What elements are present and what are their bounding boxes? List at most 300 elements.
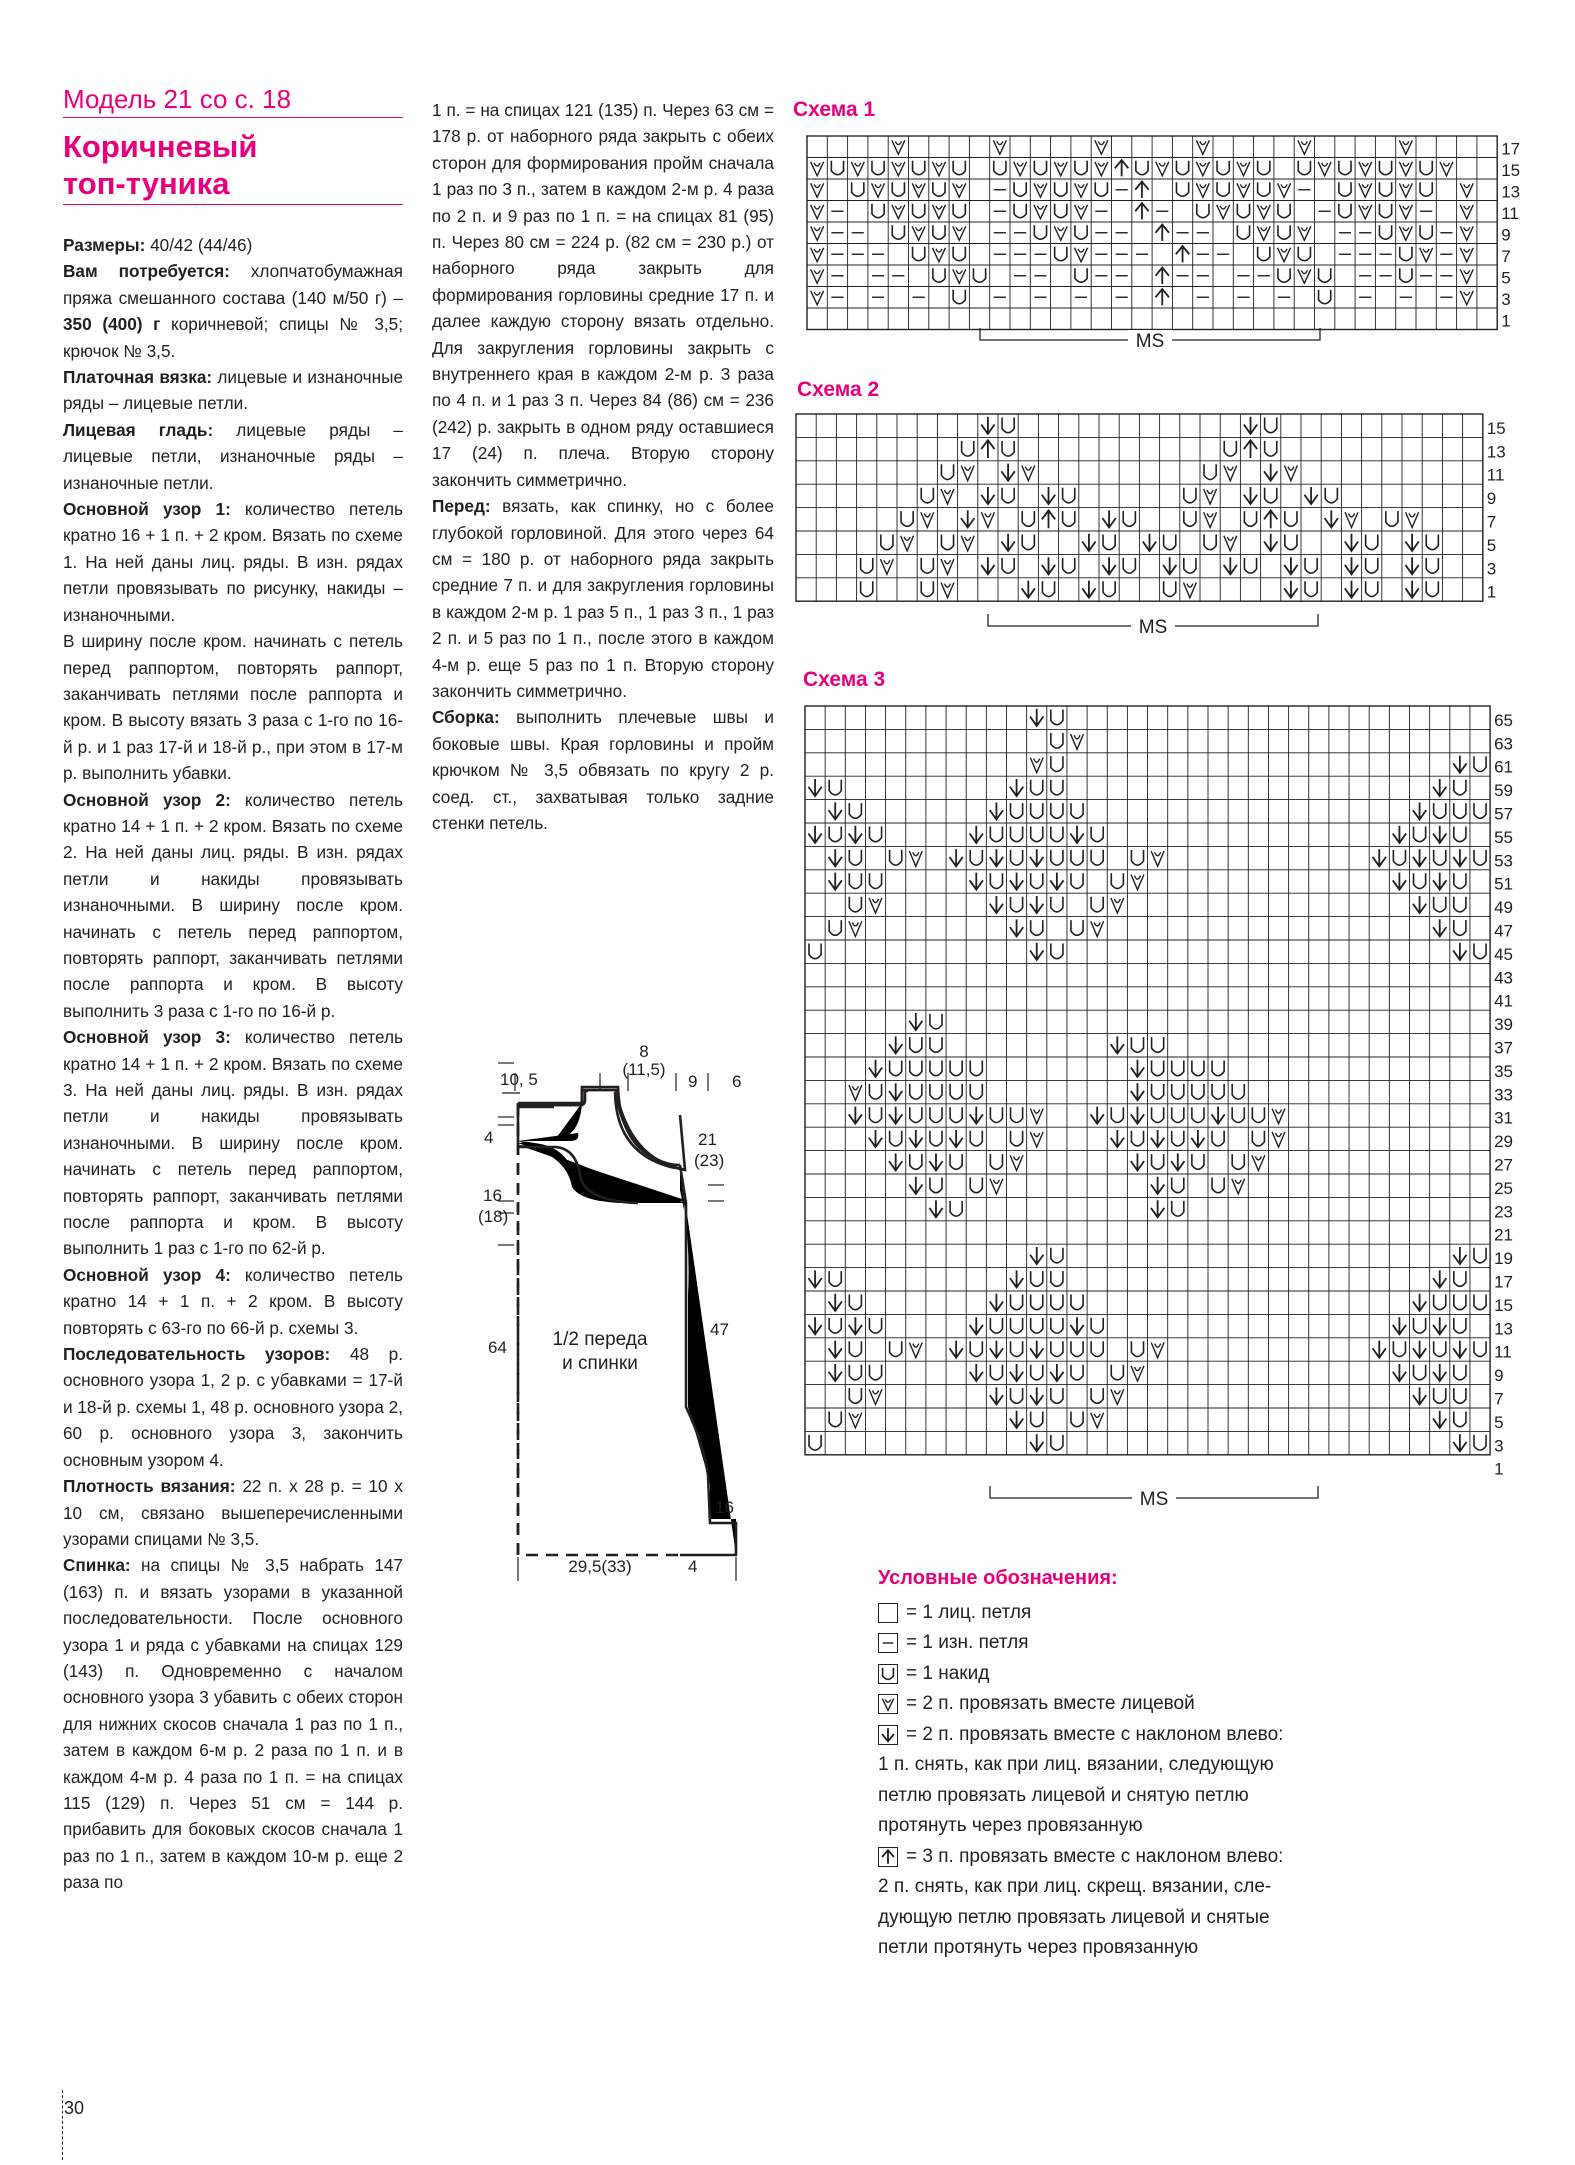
k2tog-left-symbol [1453,1434,1466,1451]
k2tog-left-symbol [929,1200,942,1217]
yarn-over-symbol [950,1107,962,1122]
yarn-over-symbol [910,1037,922,1052]
model-reference: Модель 21 со с. 18 [63,84,403,118]
yarn-over-symbol [1011,1341,1023,1356]
paragraph: Основной узор 1: количество петель кратно 16 + 1 п. + 2 кром. Вязать по схеме 1. На ней даны лиц. ряды. В изн. рядах петли провязывать по рисунку, накиды – изнаночными. [63,499,403,625]
yarn-over-symbol [1011,827,1023,842]
k2tog-left-symbol [808,826,821,843]
k2tog-left-symbol [990,849,1003,866]
scheme-1-chart [807,136,1497,350]
k2tog-left-symbol [1010,919,1023,936]
k2tog-symbol [1359,183,1372,197]
yarn-over-symbol [1051,1248,1063,1263]
k2tog-symbol [1278,248,1291,262]
k2tog-left-symbol [1405,557,1418,574]
legend-text: петлю провязать лицевой и снятую петлю [878,1784,1249,1806]
k2tog-left-symbol [1082,581,1095,598]
yarn-over-symbol [1252,1131,1264,1146]
yarn-over-symbol [921,488,933,503]
yarn-over-symbol [1055,182,1067,196]
yarn-over-symbol [1192,1154,1204,1169]
k2tog-symbol [1359,162,1372,176]
k3tog-left-symbol [1244,440,1257,458]
k2tog-symbol [909,851,922,866]
yarn-over-symbol [1298,161,1310,175]
k2tog-left-symbol [1325,510,1338,527]
yarn-over-symbol [1071,1365,1083,1380]
k2tog-symbol [811,226,824,240]
k2tog-symbol [993,140,1006,154]
dim-h-16: 16 [483,1186,502,1205]
yarn-over-symbol [849,803,861,818]
yarn-over-symbol [1031,1365,1043,1380]
row-label: 43 [1494,968,1514,988]
k3tog-left-symbol [1156,225,1169,241]
k2tog-left-symbol [1393,1317,1406,1334]
k2tog-symbol [961,465,974,480]
k2tog-symbol [953,269,966,283]
row-label: 15 [1494,1295,1514,1315]
k2tog-symbol [811,183,824,197]
yarn-over-symbol [990,873,1002,888]
k2tog-left-symbol [1050,1364,1063,1381]
k3tog-left-symbol [1135,203,1148,219]
k2tog-left-symbol [829,1341,842,1358]
yarn-over-symbol [1123,511,1135,526]
yarn-over-symbol [849,1341,861,1356]
legend-k2-icon [878,1694,898,1714]
k2tog-left-symbol [961,510,974,527]
yarn-over-symbol [1071,850,1083,865]
row-label: 11 [1486,465,1505,485]
k2tog-left-symbol [1030,709,1043,726]
yarn-over-symbol [829,827,841,842]
k2tog-symbol [872,183,885,197]
k2tog-symbol [1030,1108,1043,1123]
yarn-over-symbol [970,1178,982,1193]
dim-h-23: (23) [694,1151,725,1170]
k2tog-symbol [1399,183,1412,197]
yarn-over-symbol [1434,897,1446,912]
k2tog-symbol [1399,226,1412,240]
k2tog-symbol [1460,291,1473,305]
yarn-over-symbol [1474,1341,1486,1356]
k3tog-left-symbol [1135,182,1148,198]
row-label: 47 [1494,921,1514,941]
k2tog-left-symbol [1131,1060,1144,1077]
k2tog-left-symbol [1151,1130,1164,1147]
yarn-over-symbol [1454,1295,1466,1310]
yarn-over-symbol [1400,268,1412,282]
yarn-over-symbol [1075,161,1087,175]
row-label: 57 [1494,804,1514,824]
yarn-over-symbol [950,1061,962,1076]
yarn-over-symbol [930,1084,942,1099]
yarn-over-symbol [953,204,965,218]
yarn-over-symbol [1172,1178,1184,1193]
k2tog-symbol [1030,1132,1043,1147]
yarn-over-symbol [1278,225,1290,239]
dim-h-4: 4 [484,1128,494,1147]
yarn-over-symbol [1204,464,1216,479]
yarn-over-symbol [1164,535,1176,550]
yarn-over-symbol [1002,418,1014,433]
k2tog-left-symbol [1413,849,1426,866]
k2tog-symbol [1054,162,1067,176]
k2tog-left-symbol [889,1153,902,1170]
k2tog-symbol [1075,183,1088,197]
k2tog-left-symbol [1111,1130,1124,1147]
yarn-over-symbol [953,247,965,261]
k2tog-symbol [811,269,824,283]
row-label: 59 [1494,781,1514,801]
k2tog-left-symbol [1030,1387,1043,1404]
yarn-over-symbol [930,1178,942,1193]
k2tog-left-symbol [1244,487,1257,504]
yarn-over-symbol [1366,535,1378,550]
k2tog-left-symbol [829,1294,842,1311]
yarn-over-symbol [1152,1084,1164,1099]
yarn-over-symbol [1091,1388,1103,1403]
k2tog-symbol [1151,1342,1164,1357]
row-label: 7 [1501,246,1511,266]
row-label: 7 [1494,1389,1504,1409]
yarn-over-symbol [1224,441,1236,456]
k2tog-symbol [1237,183,1250,197]
k2tog-left-symbol [1413,802,1426,819]
yarn-over-symbol [1474,803,1486,818]
yarn-over-symbol [930,1107,942,1122]
yarn-over-symbol [1063,488,1075,503]
k2tog-symbol [1111,898,1124,913]
k2tog-left-symbol [1042,487,1055,504]
yarn-over-symbol [1011,1318,1023,1333]
legend-text: дующую петлю провязать лицевой и снятые [878,1906,1270,1928]
yarn-over-symbol [1055,247,1067,261]
yarn-over-symbol [829,1271,841,1286]
k2tog-left-symbol [1413,1294,1426,1311]
yarn-over-symbol [990,1154,1002,1169]
k2tog-symbol [981,512,994,527]
k2tog-symbol [1111,1389,1124,1404]
yarn-over-symbol [1123,558,1135,573]
yarn-over-symbol [1420,182,1432,196]
k2tog-symbol [912,183,925,197]
k2tog-symbol [1010,1155,1023,1170]
yarn-over-symbol [892,182,904,196]
k2tog-left-symbol [1131,1083,1144,1100]
yarn-over-symbol [1111,873,1123,888]
k2tog-left-symbol [1191,1130,1204,1147]
row-label: 37 [1494,1038,1514,1058]
yarn-over-symbol [1071,1412,1083,1427]
row-label: 25 [1494,1178,1514,1198]
k2tog-symbol [1252,1155,1265,1170]
yarn-over-symbol [1136,161,1148,175]
yarn-over-symbol [1204,535,1216,550]
row-label: 41 [1494,991,1514,1011]
k2tog-left-symbol [1413,1387,1426,1404]
legend-text: = 3 п. провязать вместе с наклоном влево: [906,1845,1284,1867]
row-label: 21 [1494,1225,1514,1245]
yarn-over-symbol [1434,1295,1446,1310]
yarn-over-symbol [890,1061,902,1076]
dim-right-2: 6 [732,1072,742,1091]
k2tog-left-symbol [1091,1107,1104,1124]
k2tog-symbol [1131,874,1144,889]
k2tog-left-symbol [1453,1341,1466,1358]
k2tog-left-symbol [829,849,842,866]
k2tog-left-symbol [981,487,994,504]
paragraph: 1 п. = на спицах 121 (135) п. Через 63 см = 178 р. от наборного ряда закрыть с обеих сторон для формирования пройм сначала 1 раз по 3 п., затем в каждом 2-м р. 4 раза по 2 п. и 9 раз по 1 п. = на спицах 81 (95) п. Через 80 см = 224 р. (82 см = 230 р.) от наборного ряда закрыть для формирования горловины средние 17 п. и далее каждую сторону вязать отдельно. Для закругления горловины закрыть с внутреннего края в каждом 2-м р. 3 раза по 4 п. и 1 раз 3 п. Через 84 (86) см = 236 (242) р. закрыть в одном ряду оставшиеся 17 (24) п. плеча. Вторую сторону закончить симметрично. [432,100,774,490]
yarn-over-symbol [869,873,881,888]
yarn-over-symbol [1474,1248,1486,1263]
yarn-over-symbol [910,1084,922,1099]
yarn-over-symbol [901,511,913,526]
yarn-over-symbol [1071,873,1083,888]
k2tog-symbol [932,248,945,262]
k2tog-symbol [1399,140,1412,154]
row-label: 13 [1494,1319,1514,1339]
k2tog-left-symbol [1211,1107,1224,1124]
k2tog-symbol [1204,512,1217,527]
yarn-over-symbol [1152,1061,1164,1076]
k2tog-symbol [849,1413,862,1428]
legend-text: = 1 лиц. петля [906,1601,1032,1623]
k3tog-left-symbol [1115,160,1128,176]
yarn-over-symbol [1184,558,1196,573]
yarn-over-symbol [1232,1154,1244,1169]
k2tog-left-symbol [1433,779,1446,796]
yarn-over-symbol [933,225,945,239]
page-number: 30 [64,2098,85,2118]
legend-item [878,1720,1438,1751]
k2tog-left-symbol [1264,534,1277,551]
yarn-over-symbol [1426,558,1438,573]
row-label: 5 [1501,268,1511,288]
k2tog-symbol [1030,757,1043,772]
yarn-over-symbol [913,161,925,175]
k2tog-symbol [892,162,905,176]
k2tog-left-symbol [1433,1364,1446,1381]
k2tog-left-symbol [1131,1107,1144,1124]
row-label: 53 [1494,851,1514,871]
yarn-over-symbol [921,581,933,596]
row-label: 29 [1494,1132,1514,1152]
k2tog-symbol [990,1179,1003,1194]
k2tog-left-symbol [1405,581,1418,598]
row-label: 9 [1501,225,1511,245]
k2tog-left-symbol [1030,1247,1043,1264]
yarn-over-symbol [990,1318,1002,1333]
yarn-over-symbol [1400,247,1412,261]
yarn-over-symbol [1095,182,1107,196]
yarn-over-symbol [849,1388,861,1403]
yarn-over-symbol [921,558,933,573]
k2tog-left-symbol [1224,557,1237,574]
yarn-over-symbol [1420,225,1432,239]
yarn-over-symbol [1051,1295,1063,1310]
yarn-over-symbol [1237,225,1249,239]
row-label: 11 [1501,203,1519,223]
k2tog-left-symbol [1030,1341,1043,1358]
k2tog-symbol [1054,226,1067,240]
row-label: 15 [1501,160,1521,180]
k2tog-left-symbol [1030,943,1043,960]
row-label: 17 [1494,1272,1514,1292]
yarn-over-symbol [1022,535,1034,550]
k2tog-left-symbol [1010,1411,1023,1428]
row-label: 5 [1494,1412,1504,1432]
k2tog-left-symbol [1111,1036,1124,1053]
yarn-over-symbol [1454,920,1466,935]
yarn-over-symbol [1434,1341,1446,1356]
yarn-over-symbol [941,535,953,550]
yarn-over-symbol [1474,1435,1486,1450]
yarn-over-symbol [1192,1061,1204,1076]
k2tog-symbol [1420,248,1433,262]
yarn-over-symbol [1454,1271,1466,1286]
k2tog-left-symbol [849,826,862,843]
yarn-over-symbol [829,1412,841,1427]
yarn-over-symbol [1393,850,1405,865]
k2tog-symbol [869,1389,882,1404]
yarn-over-symbol [1366,581,1378,596]
k2tog-symbol [1345,512,1358,527]
k3tog-left-symbol [1156,289,1169,305]
k2tog-symbol [1272,1132,1285,1147]
yarn-over-symbol [1319,290,1331,304]
row-label: 31 [1494,1108,1514,1128]
k2tog-left-symbol [1042,557,1055,574]
yarn-over-symbol [1379,161,1391,175]
yarn-over-symbol [1002,441,1014,456]
k2tog-left-symbol [1345,534,1358,551]
yarn-over-symbol [950,1084,962,1099]
row-label: 3 [1486,559,1497,579]
legend-text: = 1 изн. петля [906,1632,1029,1653]
yarn-over-symbol [930,1131,942,1146]
yarn-over-symbol [1252,1107,1264,1122]
yarn-over-symbol [1131,850,1143,865]
k2tog-left-symbol [1244,417,1257,434]
row-label: 55 [1494,827,1514,847]
yarn-over-symbol [1339,161,1351,175]
yarn-over-symbol [1031,1318,1043,1333]
row-label: 49 [1494,898,1514,918]
yarn-over-symbol [994,161,1006,175]
k2tog-left-symbol [1433,919,1446,936]
yarn-over-symbol [1285,535,1297,550]
k2tog-left-symbol [1001,464,1014,481]
k2tog-left-symbol [1413,1341,1426,1358]
yarn-over-symbol [872,161,884,175]
paragraph: Основной узор 4: количество петель кратно 14 + 1 п. + 2 кром. В высоту повторять с 63-го по 66-й р. схемы 3. [63,1264,403,1338]
k2tog-left-symbol [1264,464,1277,481]
legend-text: протянуть через провязанную [878,1815,1143,1836]
title-line-2: топ-туника [63,166,230,201]
k2tog-symbol [811,205,824,219]
k2tog-left-symbol [1393,873,1406,890]
yarn-over-symbol [1258,182,1270,196]
yarn-over-symbol [1051,1271,1063,1286]
legend-item [878,1781,1438,1812]
yarn-over-symbol [1278,204,1290,218]
yarn-over-symbol [973,268,985,282]
k2tog-symbol [912,226,925,240]
k3tog-left-symbol [1176,246,1189,262]
yarn-over-symbol [1176,182,1188,196]
yarn-over-symbol [1131,1131,1143,1146]
ms-label: MS [1138,617,1168,638]
k2tog-left-symbol [882,1728,894,1741]
yarn-over-symbol [1217,161,1229,175]
yarn-over-symbol [1420,161,1432,175]
k3tog-left-symbol [981,440,994,458]
yarn-over-symbol [1325,488,1337,503]
yarn-over-symbol [1091,897,1103,912]
k2tog-left-symbol [1284,581,1297,598]
yarn-over-symbol [829,1318,841,1333]
k2tog-symbol [811,248,824,262]
yarn-over-symbol [869,1365,881,1380]
yarn-over-symbol [1011,897,1023,912]
k2tog-left-symbol [1030,1434,1043,1451]
legend-text: 2 п. снять, как при лиц. скрещ. вязании, сле- [878,1876,1272,1897]
k2tog-left-symbol [808,1270,821,1287]
k2tog-left-symbol [1413,896,1426,913]
yarn-over-symbol [1131,1037,1143,1052]
yarn-over-symbol [1075,268,1087,282]
k2tog-symbol [892,140,905,154]
k2tog-symbol [1131,1366,1144,1381]
k2tog-symbol [1257,226,1270,240]
yarn-over-symbol [1002,488,1014,503]
k2tog-left-symbol [1131,1153,1144,1170]
yarn-over-symbol [869,1318,881,1333]
k2tog-symbol [961,536,974,551]
yarn-over-symbol [1232,1107,1244,1122]
legend-k2l-icon [878,1725,898,1745]
row-label: 13 [1501,182,1521,202]
k2tog-left-symbol [849,1317,862,1334]
row-label: 15 [1486,418,1506,438]
k2tog-left-symbol [1284,557,1297,574]
k2tog-left-symbol [1453,849,1466,866]
yarn-over-symbol [1454,1365,1466,1380]
yarn-over-symbol [1051,710,1063,725]
k2tog-symbol [901,536,914,551]
yarn-over-symbol [1393,1341,1405,1356]
k2tog-symbol [1196,162,1209,176]
k2tog-left-symbol [1030,849,1043,866]
yarn-over-symbol [1011,1388,1023,1403]
yarn-over-symbol [1152,1037,1164,1052]
legend-title: Условные обозначения: [878,1567,1118,1589]
yarn-over-symbol [1434,850,1446,865]
paragraph: Сборка: выполнить плечевые швы и боковые швы. Края горловины и пройм крючком № 3,5 обвязать по кругу 2 р. соед. ст., захватывая только задние стенки петель. [432,707,774,833]
yarn-over-symbol [883,1667,894,1679]
yarn-over-symbol [890,1341,902,1356]
yarn-over-symbol [1379,225,1391,239]
yarn-over-symbol [869,1084,881,1099]
row-label: 35 [1494,1061,1514,1081]
row-label: 7 [1486,512,1497,532]
yarn-over-symbol [1379,204,1391,218]
k2tog-left-symbol [1304,487,1317,504]
k2tog-left-symbol [1433,826,1446,843]
yarn-over-symbol [809,944,821,959]
